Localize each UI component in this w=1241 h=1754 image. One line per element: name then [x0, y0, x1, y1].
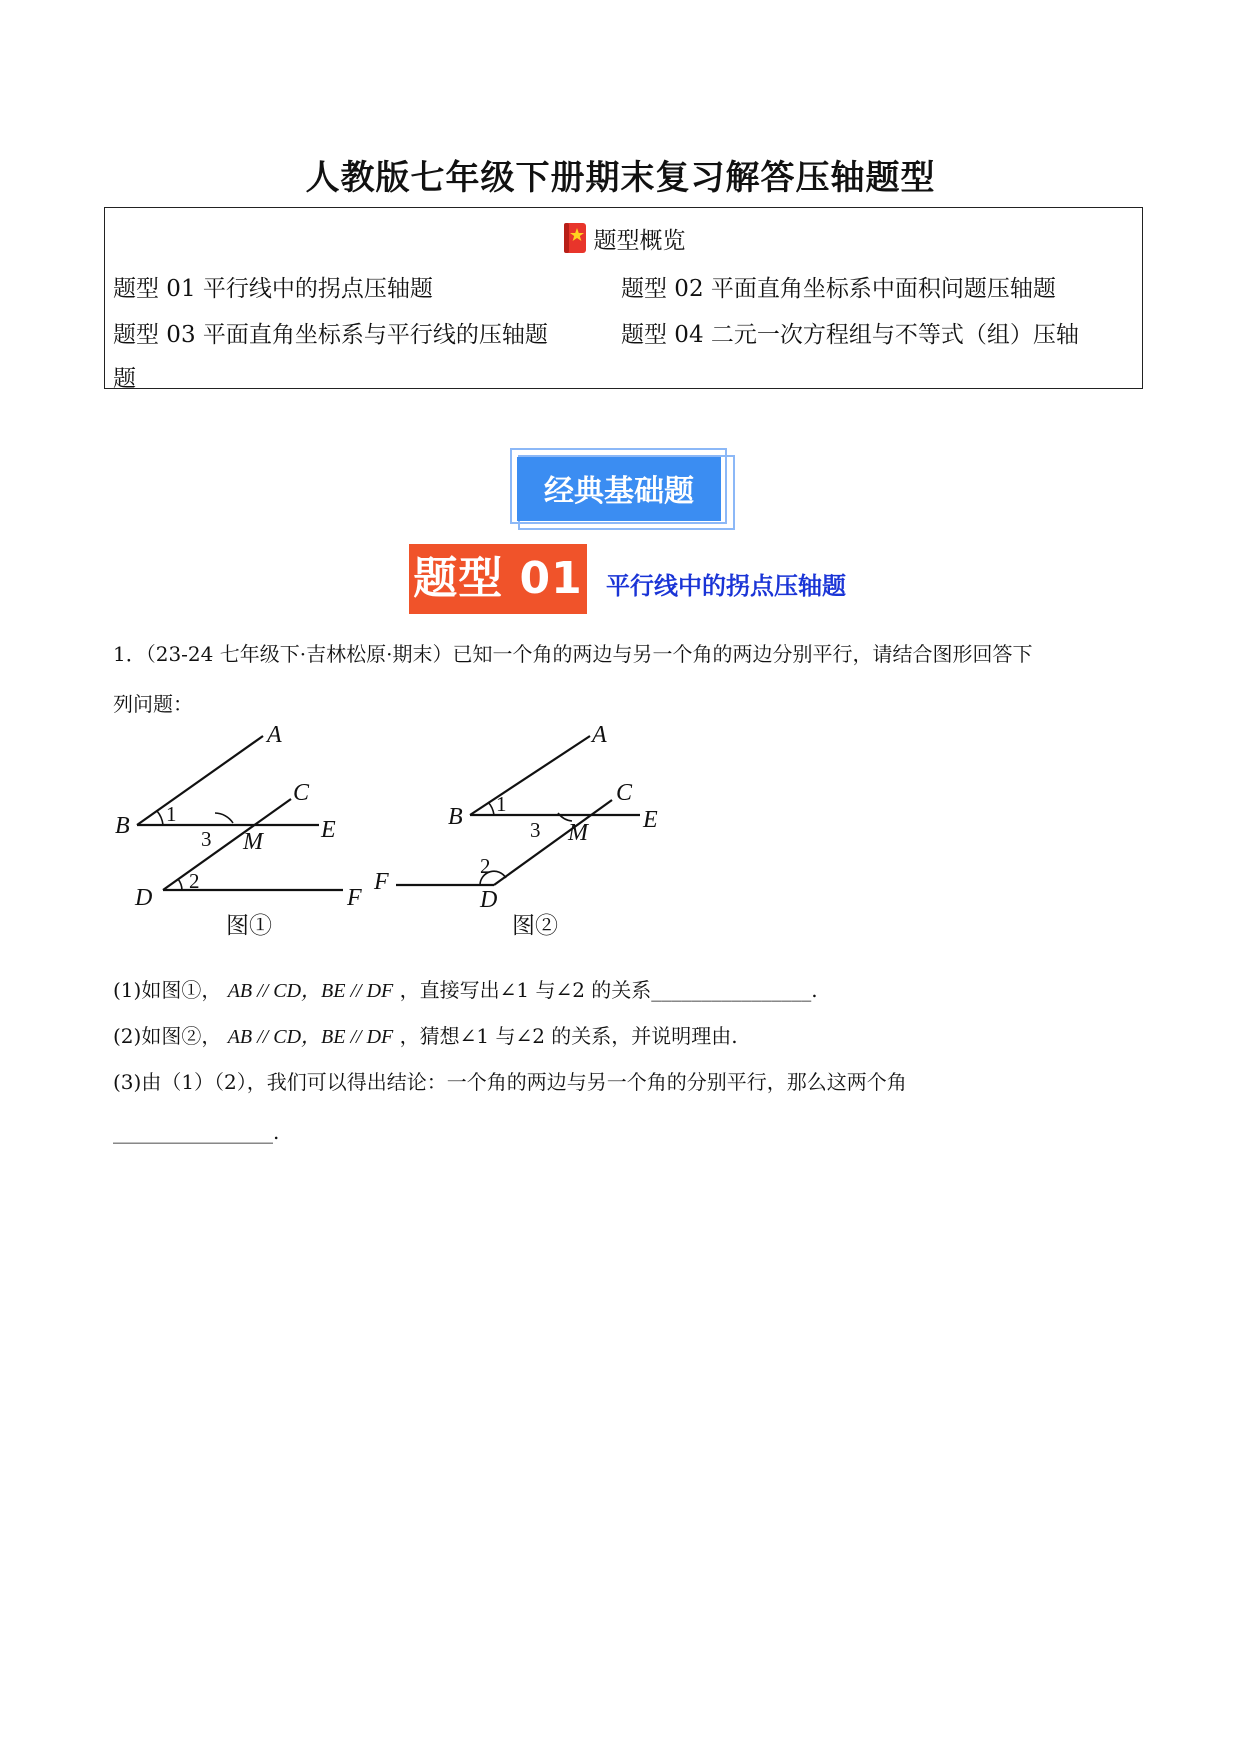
- overview-item-03: 题型 03 平面直角坐标系与平行线的压轴题: [113, 322, 548, 348]
- fig1-label-A: A: [267, 722, 282, 748]
- figure-1: [105, 720, 385, 920]
- question-part-3-blank: ________________.: [113, 1120, 280, 1144]
- fig1-label-B: B: [115, 813, 130, 839]
- section-badge: [510, 448, 735, 530]
- fig1-angle-2: 2: [189, 869, 200, 893]
- overview-item-02: 题型 02 平面直角坐标系中面积问题压轴题: [621, 276, 1056, 302]
- fig2-label-B: B: [448, 804, 463, 830]
- question-stem-line1: 1．（23-24 七年级下·吉林松原·期末）已知一个角的两边与另一个角的两边分别平行，请结合图形回答下: [113, 642, 1033, 666]
- fig2-label-A: A: [592, 722, 607, 748]
- overview-heading-text: 题型概览: [593, 228, 686, 254]
- part1-prefix: (1)如图①，: [113, 978, 222, 1002]
- type-title: 平行线中的拐点压轴题: [606, 572, 846, 600]
- fig2-label-F: F: [374, 869, 389, 895]
- fig2-angle-1: 1: [496, 792, 507, 816]
- document-title: 人教版七年级下册期末复习解答压轴题型: [305, 158, 936, 198]
- fig2-label-M: M: [568, 820, 588, 846]
- fig2-label-E: E: [643, 807, 658, 833]
- type-label: 题型 01: [409, 544, 587, 614]
- fig2-label-C: C: [616, 780, 633, 806]
- fig2-angle-3: 3: [530, 818, 541, 842]
- overview-item-03-wrap: 题: [113, 366, 136, 392]
- question-stem-line2: 列问题：: [113, 692, 193, 716]
- part1-suffix: ，直接写出∠1 与∠2 的关系________________.: [399, 978, 818, 1002]
- fig1-label-D: D: [135, 885, 153, 911]
- fig1-label-E: E: [321, 817, 336, 843]
- figure-2: [372, 720, 672, 920]
- fig1-label-C: C: [293, 780, 310, 806]
- question-part-2: [113, 1020, 738, 1049]
- figure-1-caption: 图①: [226, 913, 272, 939]
- part2-prefix: (2)如图②，: [113, 1024, 222, 1048]
- figure-2-caption: 图②: [512, 913, 558, 939]
- fig1-label-M: M: [243, 829, 263, 855]
- section-badge-text: 经典基础题: [544, 474, 694, 509]
- fig2-angle-2: 2: [480, 854, 491, 878]
- part1-math: AB // CD，BE // DF: [227, 980, 394, 1002]
- part2-suffix: ，猜想∠1 与∠2 的关系，并说明理由.: [399, 1024, 738, 1048]
- fig1-angle-3: 3: [201, 827, 212, 851]
- overview-item-04: 题型 04 二元一次方程组与不等式（组）压轴: [621, 322, 1079, 348]
- overview-heading: [105, 222, 1142, 260]
- overview-box: [104, 207, 1143, 392]
- question-part-1: [113, 974, 818, 1003]
- fig1-label-F: F: [347, 885, 362, 911]
- overview-item-01: 题型 01 平行线中的拐点压轴题: [113, 276, 433, 302]
- part2-math: AB // CD，BE // DF: [227, 1026, 394, 1048]
- fig2-label-D: D: [480, 887, 498, 913]
- question-part-3: (3)由（1）（2），我们可以得出结论：一个角的两边与另一个角的分别平行，那么这两个角: [113, 1070, 907, 1094]
- fig1-angle-1: 1: [166, 802, 177, 826]
- book-icon: [562, 222, 588, 260]
